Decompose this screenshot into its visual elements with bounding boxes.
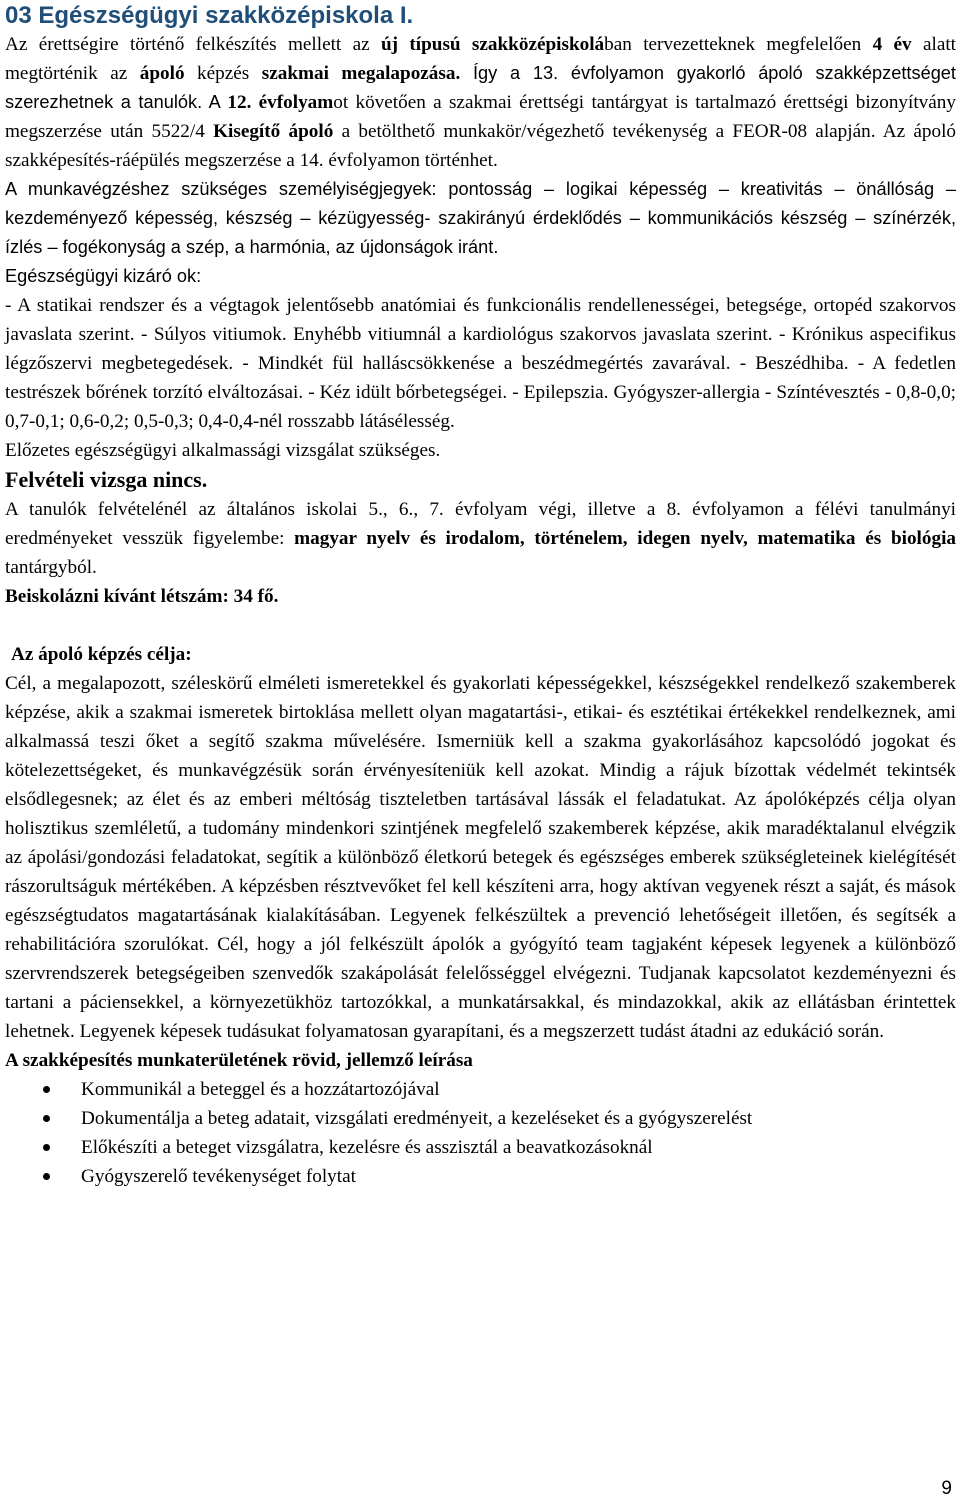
bold-text: szakmai megalapozása. [261, 63, 461, 84]
bullet-icon [43, 1144, 50, 1151]
goal-paragraph: Cél, a megalapozott, széleskörű elméleti ismeretekkel és gyakorlati képességekkel, készségekkel rendelkező szakemberek képzése, akik a szakmai ismeretek birtoklása mellett olyan magatartási-, etikai- és esztétikai értékekkel rendelkeznek, ami alkalmassá teszi őket a segítő szakma művelésére. Ismerniük kell a szakma gyakorlásához kapcsolódó jogokat és kötelezettségeket, és munkavégzésük során érvényesíteniük kell azokat. Mindig a rájuk bízottak védelmét tekintsék elsődlegesnek; az élet és az emberi méltóság tiszteletben tartásával lássák el feladatukat. Az ápolóképzés célja olyan holisztikus szemléletű, a tudomány mindenkori szintjének megfelelő szakemberek képzése, akik maradéktalanul elvégzik az ápolási/gondozási feladatokat, segítik a különböző életkorú betegek és egészséges emberek szükségleteinek kielégítését rászorultságuk mértékében. A képzésben résztvevőket fel kell készíteni arra, hogy aktívan vegyenek részt a saját, és mások egészségtudatos magatartásának kialakításában. Legyenek felkészültek a prevenció lehetőségeit illetően, és segítsék a rehabilitációra szorulókat. Cél, hogy a jól felkészült ápolók a gyógyító team tagjaként képesek legyenek a különböző szervrendszerek betegségeiben szenvedők szakápolását felelősséggel elvégezni. Tudjanak kapcsolatot kezdeményezni és tartani a páciensekkel, a környezetükhöz tartozókkal, a munkatársakkal, és mindazokkal, akik az ellátásban érintettek lehetnek. Legyenek képesek tudásukat folyamatosan gyarapítani, és a megszerzett tudást átadni az edukáció során. [5, 673, 956, 1042]
goal-heading: Az ápoló képzés célja: [11, 644, 192, 665]
list-item [5, 1104, 956, 1133]
text-run: képzés [184, 63, 262, 84]
headcount-line: Beiskolázni kívánt létszám: 34 fő. [5, 586, 279, 607]
bold-text: 12. évfolyam [227, 92, 334, 113]
bullet-icon [43, 1115, 50, 1122]
text-run: tantárgyból. [5, 557, 97, 578]
page-title: 03 Egészségügyi szakközépiskola I. [5, 2, 414, 29]
preexam-note: Előzetes egészségügyi alkalmassági vizsgálat szükséges. [5, 440, 441, 461]
bold-text: új típusú szakközépiskolá [380, 34, 605, 55]
traits-paragraph: A munkavégzéshez szükséges személyiségjegyek: pontosság – logikai képesség – kreativitás – önállóság – kezdeményező képesség, készség – kézügyesség- szakirányú érdeklődés – kommunikációs készség – színérzék, ízlés – fogékonyság a szép, a harmónia, az újdonságok iránt. [5, 179, 956, 257]
list-item-text: Gyógyszerelő tevékenységet folytat [81, 1166, 356, 1187]
bullet-icon [43, 1173, 50, 1180]
work-area-list [5, 1075, 956, 1191]
bold-text: 4 év [872, 34, 912, 55]
bold-text: Kisegítő ápoló [213, 121, 334, 142]
text-run: Így a 13. évfolyamon gyakorló ápoló szakképzettséget szerezhetnek a tanulók. A [5, 63, 956, 112]
text-run: A tanulók felvételénél az általános iskolai 5., 6., 7. évfolyam végi, illetve a 8. évfolyamon a félévi tanulmányi eredményeket vesszük figyelembe: [5, 499, 956, 549]
list-item-text: Dokumentálja a beteg adatait, vizsgálati eredményeit, a kezeléseket és a gyógyszerelést [81, 1108, 753, 1129]
text-run: Az érettségire történő felkészítés mellett az [5, 34, 381, 55]
text-run: ban tervezetteknek megfelelően [604, 34, 873, 55]
list-item [5, 1162, 956, 1191]
list-item-text: Kommunikál a beteggel és a hozzátartozójával [81, 1079, 440, 1100]
admission-paragraph [5, 495, 956, 582]
intro-paragraph [5, 30, 956, 175]
page-number: 9 [941, 1478, 952, 1499]
text-run: a betölthető munkakör/végezhető tevékenység a FEOR-08 alapján. Az ápoló szakképesítés-ráépülés megszerzése a 14. évfolyamon történhet. [5, 121, 956, 171]
bullet-icon [43, 1086, 50, 1093]
text-run: alatt megtörténik az [5, 34, 956, 84]
list-item [5, 1133, 956, 1162]
work-area-heading: A szakképesítés munkaterületének rövid, jellemző leírása [5, 1050, 473, 1071]
list-item [5, 1075, 956, 1104]
spacer [5, 611, 956, 640]
bold-text: ápoló [139, 63, 185, 84]
text-run: ot követően a szakmai érettségi tantárgyat is tartalmazó érettségi bizonyítvány megszerzése után 5522/4 [5, 92, 956, 142]
health-exclusion-label: Egészségügyi kizáró ok: [5, 266, 202, 286]
bold-text: magyar nyelv és irodalom, történelem, idegen nyelv, matematika és biológia [294, 528, 956, 549]
list-item-text: Előkészíti a beteget vizsgálatra, kezelésre és asszisztál a beavatkozásoknál [81, 1137, 653, 1158]
health-exclusion-text: - A statikai rendszer és a végtagok jelentősebb anatómiai és funkcionális rendellenességei, betegsége, ortopéd szakorvos javaslata szerint. - Súlyos vitiumok. Enyhébb vitiumnál a kardiológus szakorvos javaslata szerint. - Krónikus aspecifikus légzőszervi megbetegedések. - Mindkét fül halláscsökkenése a beszédmegértés zavarával. - Beszédhiba. - A fedetlen testrészek bőrének torzító elváltozásai. - Kéz idült bőrbetegségei. - Epilepszia. Gyógyszer-allergia - Színtévesztés - 0,8-0,0; 0,7-0,1; 0,6-0,2; 0,5-0,3; 0,4-0,4-nél rosszabb látásélesség. [5, 295, 956, 432]
no-entrance-exam-heading: Felvételi vizsga nincs. [5, 467, 208, 492]
document-body [5, 1, 956, 1191]
